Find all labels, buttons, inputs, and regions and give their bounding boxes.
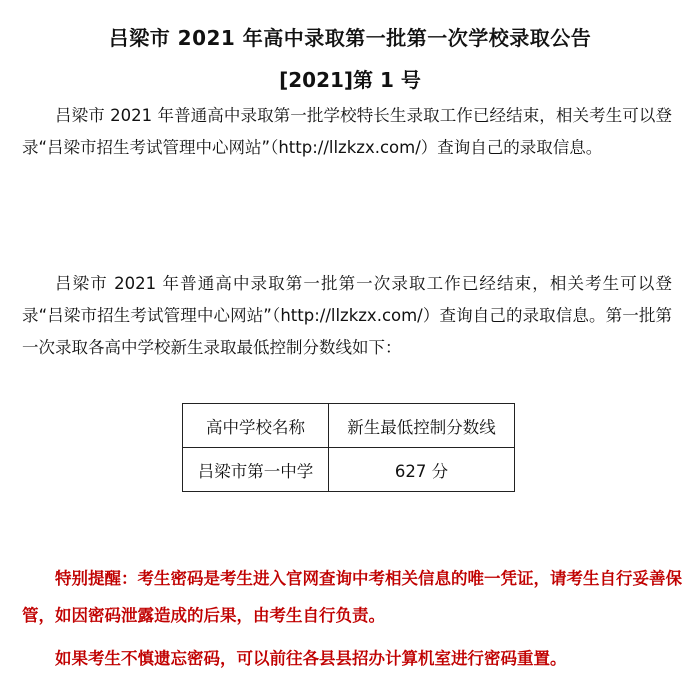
- table-row: [183, 448, 515, 492]
- paragraph-first-round-admission: 吕梁市 2021 年普通高中录取第一批第一次录取工作已经结束，相关考生可以登录“吕梁市招生考试管理中心网站”（http://llzkzx.com/）查询自己的录取信息。第一批第一次录取各高中学校新生录取最低控制分数线如下：: [22, 274, 672, 357]
- table-cell-score: 627 分: [329, 448, 515, 492]
- score-table: [182, 403, 515, 492]
- announcement-title: 吕梁市 2021 年高中录取第一批第一次学校录取公告: [108, 26, 592, 50]
- notice-password-keep: 特别提醒：考生密码是考生进入官网查询中考相关信息的唯一凭证，请考生自行妥善保管，如因密码泄露造成的后果，由考生自行负责。: [22, 569, 682, 625]
- paragraph-specialty-admission: 吕梁市 2021 年普通高中录取第一批学校特长生录取工作已经结束，相关考生可以登录“吕梁市招生考试管理中心网站”（http://llzkzx.com/）查询自己的录取信息。: [22, 106, 672, 157]
- table-header-school: 高中学校名称: [183, 404, 329, 448]
- notice-password-reset: 如果考生不慎遗忘密码，可以前往各县县招办计算机室进行密码重置。: [55, 649, 567, 668]
- table-cell-school: 吕梁市第一中学: [183, 448, 329, 492]
- table-header-min-score: 新生最低控制分数线: [329, 404, 515, 448]
- announcement-number: [2021]第 1 号: [279, 68, 421, 92]
- table-header-row: [183, 404, 515, 448]
